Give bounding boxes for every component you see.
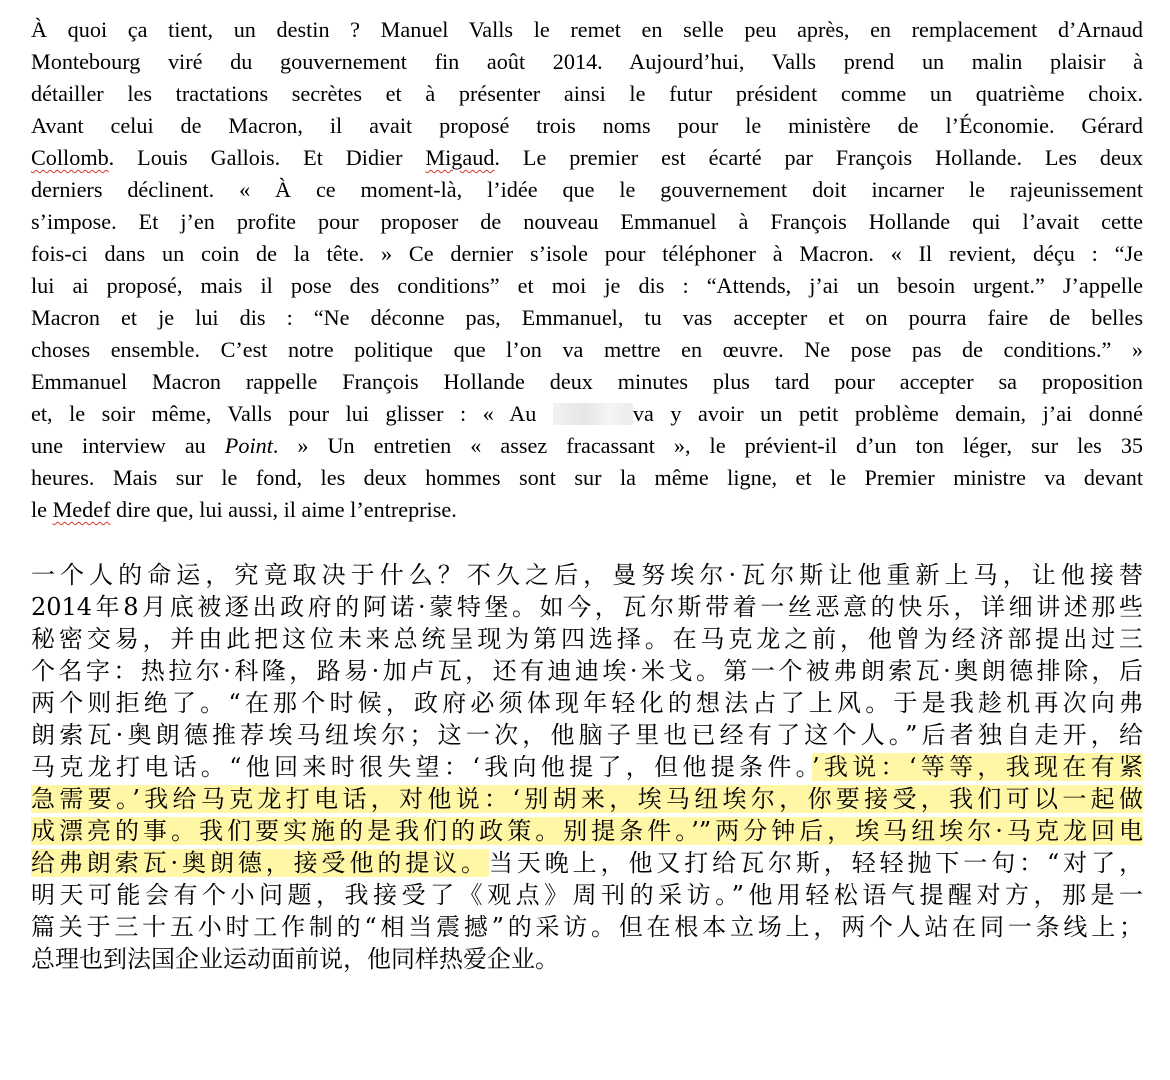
fr-line-16: [31, 494, 1143, 526]
fr-line-10: Macron et je lui dis : “Ne déconne pas, Emmanuel, tu vas accepter et on pourra faire de belles: [31, 305, 1143, 330]
zh-line-10: [31, 847, 1143, 879]
fr-line-2: Montebourg viré du gouvernement fin août 2014. Aujourd’hui, Valls prend un malin plaisir à: [31, 49, 1143, 74]
fr-line-15: heures. Mais sur le fond, les deux hommes sont sur la même ligne, et le Premier ministre va devant: [31, 465, 1143, 490]
zh-line-2: 2014年8月底被逐出政府的阿诺·蒙特堡。如今，瓦尔斯带着一丝恶意的快乐，详细讲述那些: [31, 593, 1143, 621]
chinese-paragraph: [31, 559, 1143, 975]
highlight-span: 急需要。’我给马克龙打电话，对他说：‘别胡来，埃马纽埃尔，你要接受，我们可以一起做: [31, 785, 1143, 813]
zh-line-6: 朗索瓦·奥朗德推荐埃马纽埃尔；这一次，他脑子里也已经有了这个人。”后者独自走开，给: [31, 721, 1143, 749]
zh-line-5: 两个则拒绝了。“在那个时候，政府必须体现年轻化的想法占了上风。于是我趁机再次向弗: [31, 689, 1143, 717]
fr-line-3: détailler les tractations secrètes et à présenter ainsi le futur président comme un quatrième choix.: [31, 81, 1143, 106]
fr-line-1: À quoi ça tient, un destin ? Manuel Valls le remet en selle peu après, en remplacement d’Arnaud: [31, 17, 1143, 42]
zh-line-8: [31, 783, 1143, 815]
zh-line-13: 总理也到法国企业运动面前说，他同样热爱企业。: [31, 945, 559, 973]
spellcheck-word-collomb: Collomb: [31, 145, 109, 170]
zh-line-11: 明天可能会有个小问题，我接受了《观点》周刊的采访。”他用轻松语气提醒对方，那是一: [31, 881, 1143, 909]
spellcheck-word-migaud: Migaud: [425, 145, 495, 170]
fr-line-14-pre: une interview au: [31, 433, 225, 458]
zh-line-7-pre: 马克龙打电话。“他回来时很失望：‘我向他提了，但他提条件。: [31, 753, 812, 781]
fr-line-5: [31, 142, 1143, 174]
fr-line-13-pre: et, le soir même, Valls pour lui glisser : « Au: [31, 401, 553, 426]
fr-line-13-post: va y avoir un petit problème demain, j’ai donné: [632, 401, 1143, 426]
spellcheck-word-medef: Medef: [52, 497, 111, 522]
fr-line-16-post: dire que, lui aussi, il aime l’entreprise.: [110, 497, 457, 522]
zh-line-9: [31, 815, 1143, 847]
fr-line-4: Avant celui de Macron, il avait proposé trois noms pour le ministère de l’Économie. Gérard: [31, 113, 1143, 138]
zh-line-10-post: 当天晚上，他又打给瓦尔斯，轻轻抛下一句：“对了，: [488, 849, 1143, 877]
zh-line-4: 个名字：热拉尔·科隆，路易·加卢瓦，还有迪迪埃·米戈。第一个被弗朗索瓦·奥朗德排除，后: [31, 657, 1143, 685]
highlight-span: ’我说：‘等等，我现在有紧: [811, 753, 1143, 781]
fr-line-6: derniers déclinent. « À ce moment-là, l’idée que le gouvernement doit incarner le rajeunissement: [31, 177, 1143, 202]
fr-line-12: Emmanuel Macron rappelle François Hollande deux minutes plus tard pour accepter sa proposition: [31, 369, 1143, 394]
zh-line-3: 秘密交易，并由此把这位未来总统呈现为第四选择。在马克龙之前，他曾为经济部提出过三: [31, 625, 1143, 653]
fr-line-5-mid: . Louis Gallois. Et Didier: [108, 145, 426, 170]
fr-line-14-post: . » Un entretien « assez fracassant », le prévient-il d’un ton léger, sur les 35: [272, 433, 1144, 458]
fr-line-11: choses ensemble. C’est notre politique que l’on va mettre en œuvre. Ne pose pas de conditions.” »: [31, 337, 1143, 362]
fr-line-7: s’impose. Et j’en profite pour proposer de nouveau Emmanuel à François Hollande qui l’avait cette: [31, 209, 1143, 234]
italic-point: Point: [224, 433, 273, 458]
highlight-span: 成漂亮的事。我们要实施的是我们的政策。别提条件。’”两分钟后，埃马纽埃尔·马克龙回电: [31, 817, 1143, 845]
zh-line-1: 一个人的命运，究竟取决于什么？不久之后，曼努埃尔·瓦尔斯让他重新上马，让他接替: [31, 561, 1143, 589]
fr-line-5-post: . Le premier est écarté par François Hollande. Les deux: [494, 145, 1143, 170]
fr-line-16-pre: le: [31, 497, 53, 522]
redaction-blur: [553, 403, 633, 425]
document-page: [31, 14, 1143, 975]
zh-line-7: [31, 751, 1143, 783]
highlight-span: 给弗朗索瓦·奥朗德，接受他的提议。: [31, 849, 489, 877]
fr-line-9: lui ai proposé, mais il pose des conditions” et moi je dis : “Attends, j’ai un besoin urgent.” J’appelle: [31, 273, 1143, 298]
fr-line-14: [31, 430, 1143, 462]
french-paragraph: [31, 14, 1143, 526]
fr-line-8: fois-ci dans un coin de la tête. » Ce dernier s’isole pour téléphoner à Macron. « Il revient, déçu : “Je: [31, 241, 1143, 266]
zh-line-12: 篇关于三十五小时工作制的“相当震撼”的采访。但在根本立场上，两个人站在同一条线上；: [31, 913, 1143, 941]
fr-line-13: [31, 398, 1143, 430]
